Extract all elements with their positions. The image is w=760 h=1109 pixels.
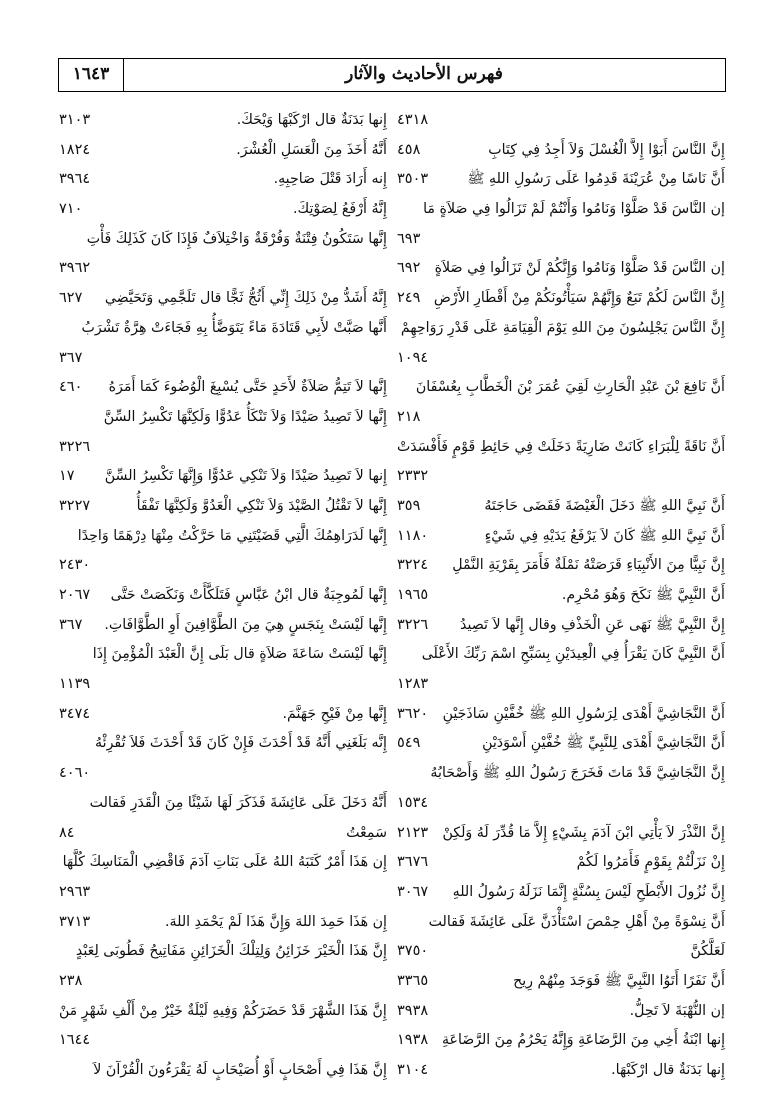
entry-number: ٢٩٦٣	[59, 883, 91, 900]
index-entry	[59, 878, 387, 908]
entry-number: ٨٤	[59, 824, 75, 841]
index-entry	[59, 344, 387, 374]
entry-number: ٣٥٠٣	[397, 171, 429, 188]
entry-text: أَنَّ النَّجَاشِيَّ أَهْدَى لِرَسُولِ اللهِ ﷺ خُفَّيْنِ سَاذَجَيْنِ	[442, 705, 725, 722]
entry-number: ١٥٣٤	[397, 794, 429, 811]
entry-text: إِنَّه بَلَغَنِي أَنَّهُ قَدْ أَحْدَثَ فَإِنْ كَانَ قَدْ أَحْدَثَ فَلاَ تُقْرِئْهُ	[95, 735, 387, 752]
entry-text: إِنها بَدَنَةٌ قال ارْكَبْهَا وَيْحَكَ.	[236, 112, 387, 128]
index-entry	[397, 165, 725, 195]
entry-number: ١٢٨٣	[397, 676, 429, 693]
entry-text: إِنَّها لَدَرَاهِمُكَ الَّتِي قَضَيْتَنِي مَا حَرَّكْتُ مِنْهَا دِرْهَمًا وَاحِدًا	[77, 527, 387, 544]
entry-text: إن النَّاسَ قَدْ صَلَّوْا وَنَامُوا وَإِنَّكُمْ لَنْ تَزَالُوا فِي صَلاَةٍ	[434, 260, 725, 277]
entry-text: أَنَّ نَفَرًا أَتَوُا النَّبِيَّ ﷺ فَوَجَدَ مِنْهُمْ رِيح	[513, 972, 725, 989]
index-entry	[59, 848, 387, 878]
entry-number: ٣٢٢٧	[59, 497, 91, 514]
entry-text: أَنَّها صَبَّتْ لأَبِي قَتَادَةَ مَاءً يَتَوَضَّأُ بِهِ فَجَاءَتْ هِرَّةٌ تَشْرَبُ	[81, 319, 387, 336]
entry-text: أَنَّ النَّبِيَّ كَانَ يَقْرَأُ فِي الْعِيدَيْنِ بِسَبِّحِ اسْمَ رَبِّكَ الأَعْلَى	[421, 646, 725, 663]
entry-text: إِن هَذَا حَمِدَ اللهَ وَإِنَّ هَذَا لَمْ يَحْمَدِ اللهَ.	[165, 913, 387, 930]
entry-text: لَعَلَّكُنَّ	[690, 943, 725, 960]
right-column	[397, 106, 725, 1106]
index-entry	[59, 1056, 387, 1086]
index-entry	[397, 997, 725, 1027]
entry-text: أَنَّ نَبِيَّ اللهِ ﷺ كَانَ لاَ يَرْفَعُ يَدَيْهِ فِي شَيْءٍ	[484, 527, 725, 544]
left-column	[59, 106, 387, 1106]
index-entry	[59, 729, 387, 759]
entry-number: ١٦٤٤	[59, 1032, 91, 1049]
entry-number: ٢٠٦٧	[59, 587, 91, 603]
index-entry	[397, 284, 725, 314]
entry-text: إِنَّها مِنْ فَيْحِ جَهَنَّمَ.	[282, 705, 387, 722]
entry-number: ٣٧٥٠	[397, 943, 429, 960]
index-entry	[397, 611, 725, 641]
index-entry	[397, 729, 725, 759]
index-entry	[59, 195, 387, 225]
entry-text: إِنَّ النَّجَاشِيَّ قَدْ مَاتَ فَخَرَجَ رَسُولُ اللهِ ﷺ وَأَصْحَابُهُ	[430, 765, 725, 782]
index-entry	[397, 195, 725, 225]
index-entry	[397, 640, 725, 670]
entry-text: إِنَّ النَّاسَ لَكُمْ تَبَعٌ وَإِنَّهُمْ سَيَأْتُونَكُمْ مِنْ أَقْطَارِ الأَرْضِ	[434, 290, 725, 307]
entry-text: إِنَّها لاَ تَقْتُلُ الصَّيْدَ وَلاَ تَنْكِي الْعَدُوَّ وَلَكِنَّهَا تَفْقَأُ	[136, 497, 387, 514]
entry-text: إِنَّها سَتَكُونُ فِتْنَةٌ وَفُرْقَةٌ وَاخْتِلاَفٌ فَإِذَا كَانَ كَذَلِكَ فَأْتِ	[86, 230, 387, 247]
index-entry	[397, 819, 725, 849]
index-entry	[397, 403, 725, 433]
entry-number: ١٧	[59, 468, 75, 485]
index-entry	[59, 136, 387, 166]
entry-text: إن النَّاسَ قَدْ صَلَّوْا وَنَامُوا وَأَنْتُمْ لَمْ تَزَالُوا فِي صَلاَةٍ مَا	[423, 201, 725, 218]
entry-number: ٢٣٣٢	[397, 468, 429, 485]
index-entry	[397, 373, 725, 403]
entry-number: ٧١٠	[59, 201, 83, 218]
entry-number: ٣٦٧	[59, 349, 83, 366]
index-entry	[59, 611, 387, 641]
index-entry	[397, 344, 725, 374]
entry-number: ٢٣٨	[59, 972, 83, 989]
entry-number: ٢٤٣٠	[59, 557, 91, 574]
index-entry	[397, 1026, 725, 1056]
entry-text: أَنَّ نَافِعَ بْنَ عَبْدِ الْحَارِثِ لَقِيَ عُمَرَ بْنَ الْخَطَّابِ بِعُسْفَانَ	[415, 379, 725, 396]
index-entry	[397, 225, 725, 255]
entry-number: ٣١٠٣	[59, 112, 91, 128]
entry-text: إِنَّ هَذَا فِي أَصْحَابٍ أَوْ أُصَيْحَابٍ لَهُ يَقْرَءُونَ الْقُرْآنَ لاَ	[93, 1062, 387, 1078]
index-entry	[59, 225, 387, 255]
entry-text: إِنَّ نُزُولَ الأَبْطَحِ لَيْسَ بِسُنَّةٍ إِنَّمَا نَزَلَهُ رَسُولُ اللهِ	[452, 883, 725, 900]
entry-text: إِنها ابْنَةُ أَخِي مِنَ الرَّضَاعَةِ وَإِنَّهُ يَحْرُمُ مِنَ الرَّضَاعَةِ	[441, 1032, 725, 1049]
index-entry	[59, 314, 387, 344]
entry-text: إِنَّ النَّذْرَ لاَ يَأْتِي ابْنَ آدَمَ بِشَيْءٍ إِلاَّ مَا قُدِّرَ لَهُ وَلَكِنْ	[442, 824, 725, 841]
entry-text: إِنَّها لَيْسَتْ بِنَجَسٍ هِيَ مِنَ الطَّوَّافِينَ أَوِ الطَّوَّافَاتِ.	[104, 616, 387, 633]
entry-text: إِنَّها لاَ تَتِمُّ صَلاَةٌ لأَحَدٍ حَتَّى يُسْبِغَ الْوُضُوءَ كَمَا أَمَرَهُ	[108, 379, 387, 396]
index-entry	[59, 522, 387, 552]
entry-number: ٣٢٢٦	[397, 616, 429, 633]
index-entry	[397, 878, 725, 908]
entry-number: ١٠٩٤	[397, 349, 429, 366]
index-entry	[59, 403, 387, 433]
index-entry	[397, 433, 725, 463]
entry-number: ٦٩٢	[397, 260, 421, 277]
entry-text: إِنه أَرَادَ قَتْلَ صَاحِبِهِ.	[273, 171, 387, 188]
index-entry	[59, 967, 387, 997]
page-header	[58, 58, 726, 92]
index-entry	[59, 165, 387, 195]
entry-text: أَنَّ نَاقَةً لِلْبَرَاءِ كَانَتْ ضَارِيَةً دَخَلَتْ فِي حَائِطِ قَوْمٍ فَأَفْسَدَتْ	[396, 438, 725, 455]
entry-number: ٣١٠٤	[397, 1062, 429, 1078]
entry-number: ١٩٣٨	[397, 1032, 429, 1049]
index-entry	[59, 937, 387, 967]
entry-number: ٣٦٧٦	[397, 854, 429, 871]
entry-number: ٣٥٩	[397, 497, 421, 514]
entry-text: إِنَّ نَبِيًّا مِنَ الأَنْبِيَاءِ قَرَصَتْهُ نَمْلَةٌ فَأَمَرَ بِقَرْيَةِ النَّمْلِ	[452, 557, 725, 574]
entry-number: ٣٦٧	[59, 616, 83, 633]
entry-number: ٣٤٧٤	[59, 705, 91, 722]
entry-text: إِنَّ هَذَا الْخَيْرَ خَزَائِنُ وَلِتِلْكَ الْخَزَائِنِ مَفَاتِيحُ فَطُوبَى لِعَبْدٍ	[75, 943, 387, 960]
index-entry	[59, 908, 387, 938]
entry-text: إِنَّ النَّبِيَّ ﷺ نَهَى عَنِ الْخَذْفِ وقال إِنَّها لاَ تَصِيدُ	[460, 616, 725, 633]
index-entry	[59, 997, 387, 1027]
page-number: ١٦٤٣	[72, 64, 110, 84]
index-entry	[397, 254, 725, 284]
entry-number: ١١٣٩	[59, 676, 91, 693]
index-entry	[59, 462, 387, 492]
entry-number: ٤٥٨	[397, 141, 421, 158]
entry-text: إِنها بَدَنَةٌ قال ارْكَبْهَا.	[611, 1062, 725, 1078]
entry-text: إِنها لاَ تَصِيدُ صَيْدًا وَلاَ تَنْكِي عَدُوًّا وَإِنَّهَا تَكْسِرُ السِّنَّ	[104, 468, 387, 485]
index-entry	[397, 670, 725, 700]
entry-number: ٣٠٦٧	[397, 883, 429, 900]
entry-number: ٢٤٩	[397, 290, 421, 307]
page-title: فهرس الأحاديث والآثار	[345, 64, 503, 84]
index-entry	[59, 789, 387, 819]
entry-text: أَنَّ النَّجَاشِيَّ أَهْدَى لِلنَّبِيِّ ﷺ خُفَّيْنِ أَسْوَدَيْنِ	[482, 735, 725, 752]
entry-text: إِن هَذَا أَمْرٌ كَتَبَهُ اللهُ عَلَى بَنَاتِ آدَمَ فَاقْضِي الْمَنَاسِكَ كُلَّهَا	[62, 854, 387, 871]
index-entry	[59, 670, 387, 700]
entry-number: ٣٧١٣	[59, 913, 91, 930]
index-entry	[397, 848, 725, 878]
entry-text: أَنَّ نَاسًا مِنْ عُرَيْنَةَ قَدِمُوا عَلَى رَسُولِ اللهِ ﷺ	[467, 171, 725, 188]
index-entry	[59, 1026, 387, 1056]
index-entry	[397, 551, 725, 581]
entry-text: إِنَّها لَيْسَتْ سَاعَةَ صَلاَةٍ قال بَلَى إِنَّ الْعَبْدَ الْمُؤْمِنَ إِذَا	[92, 646, 387, 663]
entry-number: ٦٢٧	[59, 290, 83, 307]
entry-number: ١٩٦٥	[397, 587, 429, 603]
entry-number: ٣٦٢٠	[397, 705, 429, 722]
index-entry	[397, 522, 725, 552]
entry-text: إِنَّها لَمُوجِبَةٌ قال ابْنُ عَبَّاسٍ فَتَلَكَّأَتْ وَنَكَصَتْ حَتَّى	[110, 587, 387, 603]
entry-number: ٣٩٣٨	[397, 1002, 429, 1019]
index-entry	[59, 433, 387, 463]
entry-number: ٢١٢٣	[397, 824, 429, 841]
index-entry	[397, 136, 725, 166]
entry-text: إِنَّهُ أَرْفَعُ لِصَوْتِكَ.	[292, 201, 387, 218]
entry-number: ٣٩٦٤	[59, 171, 91, 188]
entry-text: إِنَّهُ أَشَدُّ مِنْ ذَلِكَ إِنِّي أَثُجُّ ثَجًّا قال تَلَجَّمِي وَتَحَيَّضِي	[104, 290, 387, 307]
entry-text: إِنَّ النَّاسَ يَجْلِسُونَ مِنَ اللهِ يَوْمَ الْقِيَامَةِ عَلَى قَدْرِ رَوَاحِهِمْ	[400, 319, 725, 336]
index-entry	[59, 759, 387, 789]
entry-text: إِنَّها لاَ تَصِيدُ صَيْدًا وَلاَ تَنْكَأُ عَدُوًّا وَلَكِنَّهَا تَكْسِرُ السِّنَّ	[103, 408, 387, 425]
entry-text: إِنَّ هَذَا الشَّهْرَ قَدْ حَضَرَكُمْ وَفِيهِ لَيْلَةٌ خَيْرٌ مِنْ أَلْفِ شَهْرٍ مَنْ	[59, 1002, 387, 1019]
index-entry	[59, 819, 387, 849]
entry-number: ٤٠٦٠	[59, 765, 91, 782]
entry-text: أَنَّ نِسْوَةً مِنْ أَهْلِ حِمْصَ اسْتَأْذَنَّ عَلَى عَائِشَةَ فَقالت	[428, 913, 725, 930]
entry-text: أَنَّهُ دَخَلَ عَلَى عَائِشَةَ فَذَكَرَ لَهَا شَيْئًا مِنَ الْقَدَرِ فَقالت	[89, 794, 387, 811]
index-entry	[59, 700, 387, 730]
index-entry	[397, 492, 725, 522]
entry-number: ٣٩٦٢	[59, 260, 91, 277]
entry-text: إن النُّهْبَةَ لاَ تَحِلُّ.	[629, 1002, 725, 1019]
entry-text: إِنْ نَزَلْتُمْ بِقَوْمٍ فَأَمَرُوا لَكُمْ	[576, 854, 725, 871]
entry-number: ١٨٢٤	[59, 141, 91, 158]
entry-text: إِنَّ النَّاسَ أَبَوْا إِلاَّ الْغُسْلَ وَلاَ أَجِدُ فِي كِتَابِ	[488, 141, 725, 158]
index-entry	[397, 581, 725, 611]
index-entry	[397, 908, 725, 938]
index-entry	[397, 314, 725, 344]
entry-number: ٣٢٢٤	[397, 557, 429, 574]
index-entry	[397, 462, 725, 492]
index-entry	[59, 373, 387, 403]
index-entry	[397, 759, 725, 789]
index-entry	[397, 106, 725, 136]
entry-number: ٤٣١٨	[397, 112, 429, 128]
index-entry	[397, 967, 725, 997]
entry-text: أَنَّ نَبِيَّ اللهِ ﷺ دَخَلَ الْغَيْضَةَ فَقَضَى حَاجَتَهُ	[484, 497, 725, 514]
index-entry	[59, 254, 387, 284]
index-entry	[59, 551, 387, 581]
index-entry	[59, 284, 387, 314]
index-entry	[59, 106, 387, 136]
index-entry	[59, 492, 387, 522]
entry-number: ٣٢٢٦	[59, 438, 91, 455]
entry-text: أَنَّ النَّبِيَّ ﷺ نَكَحَ وَهُوَ مُحْرِم.	[561, 587, 725, 603]
entry-text: سَمِعْتُ	[346, 824, 387, 841]
index-entry	[397, 789, 725, 819]
index-entry	[59, 640, 387, 670]
entry-number: ٣٣٦٥	[397, 972, 429, 989]
header-divider	[123, 59, 124, 91]
entry-number: ٢١٨	[397, 408, 421, 425]
index-entry	[397, 937, 725, 967]
index-entry	[397, 700, 725, 730]
entry-number: ٥٤٩	[397, 735, 421, 752]
entry-number: ٦٩٣	[397, 230, 421, 247]
entry-text: أَنَّهُ أَخَذَ مِنَ الْعَسَلِ الْعُشْرَ.	[236, 141, 387, 158]
index-entry	[59, 581, 387, 611]
entry-number: ٤٦٠	[59, 379, 83, 396]
entry-number: ١١٨٠	[397, 527, 429, 544]
index-entry	[397, 1056, 725, 1086]
